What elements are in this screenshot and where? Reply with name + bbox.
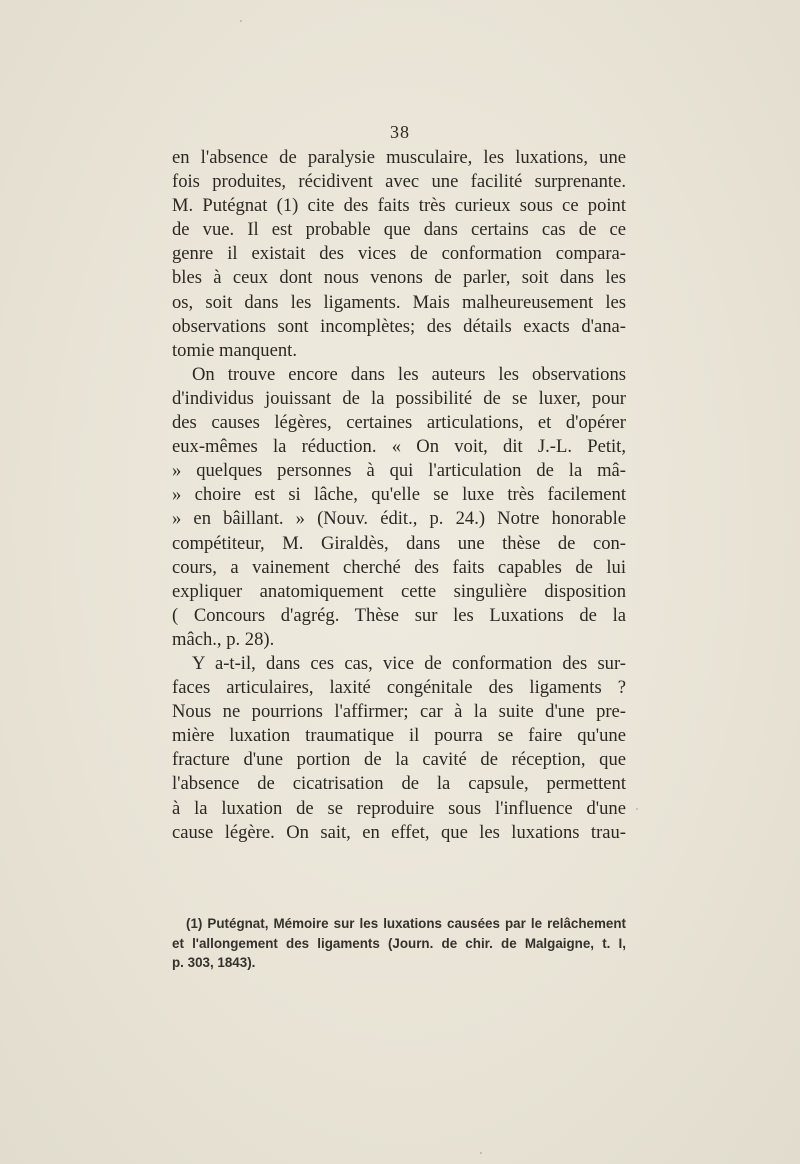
paper-speck: [240, 20, 242, 22]
text-line: Nous ne pourrions l'affirmer; car à la suite d'une pre-: [172, 701, 626, 723]
text-line: » choire est si lâche, qu'elle se luxe très facilement: [172, 484, 626, 506]
text-line: fois produites, récidivent avec une facilité surprenante.: [172, 171, 626, 193]
text-line: de vue. Il est probable que dans certains cas de ce: [172, 219, 626, 241]
text-line: tomie manquent.: [172, 339, 297, 361]
text-line: observations sont incomplètes; des détails exacts d'ana-: [172, 315, 626, 337]
text-line: bles à ceux dont nous venons de parler, soit dans les: [172, 267, 626, 289]
paper-speck: [636, 808, 638, 810]
footnote-line: p. 303, 1843).: [172, 955, 256, 970]
footnote-line: et l'allongement des ligaments (Journ. de chir. de Malgaigne, t. I,: [172, 935, 626, 951]
text-line: ( Concours d'agrég. Thèse sur les Luxations de la: [172, 604, 626, 626]
page-number: 38: [390, 122, 410, 142]
text-line: genre il existait des vices de conformation compara-: [172, 243, 626, 265]
text-line: cause légère. On sait, en effet, que les luxations trau-: [172, 821, 626, 843]
text-line: d'individus jouissant de la possibilité de se luxer, pour: [172, 387, 626, 409]
footnote: [172, 914, 626, 973]
text-line: mière luxation traumatique il pourra se faire qu'une: [172, 725, 626, 747]
text-line: mâch., p. 28).: [172, 628, 275, 650]
text-line: eux-mêmes la réduction. « On voit, dit J.-L. Petit,: [172, 436, 626, 458]
text-line: » en bâillant. » (Nouv. édit., p. 24.) Notre honorable: [172, 508, 626, 530]
text-line: des causes légères, certaines articulations, et d'opérer: [172, 412, 626, 434]
text-line: compétiteur, M. Giraldès, dans une thèse de con-: [172, 532, 626, 554]
footnote-line: (1) Putégnat, Mémoire sur les luxations causées par le relâchement: [186, 916, 626, 931]
text-line: Y a-t-il, dans ces cas, vice de conformation des sur-: [192, 652, 626, 674]
text-line: en l'absence de paralysie musculaire, les luxations, une: [172, 147, 626, 168]
text-line: On trouve encore dans les auteurs les observations: [192, 363, 626, 385]
body-text: [172, 146, 626, 845]
text-line: M. Putégnat (1) cite des faits très curieux sous ce point: [172, 195, 626, 217]
text-line: faces articulaires, laxité congénitale des ligaments ?: [172, 677, 626, 699]
text-line: os, soit dans les ligaments. Mais malheureusement les: [172, 291, 626, 313]
text-line: à la luxation de se reproduire sous l'influence d'une: [172, 797, 626, 819]
text-line: cours, a vainement cherché des faits capables de lui: [172, 556, 626, 578]
text-line: l'absence de cicatrisation de la capsule, permettent: [172, 773, 626, 795]
text-line: fracture d'une portion de la cavité de réception, que: [172, 749, 626, 771]
text-line: » quelques personnes à qui l'articulation de la mâ-: [172, 460, 626, 482]
text-line: expliquer anatomiquement cette singulière disposition: [172, 580, 626, 602]
paper-speck: [480, 1152, 482, 1154]
